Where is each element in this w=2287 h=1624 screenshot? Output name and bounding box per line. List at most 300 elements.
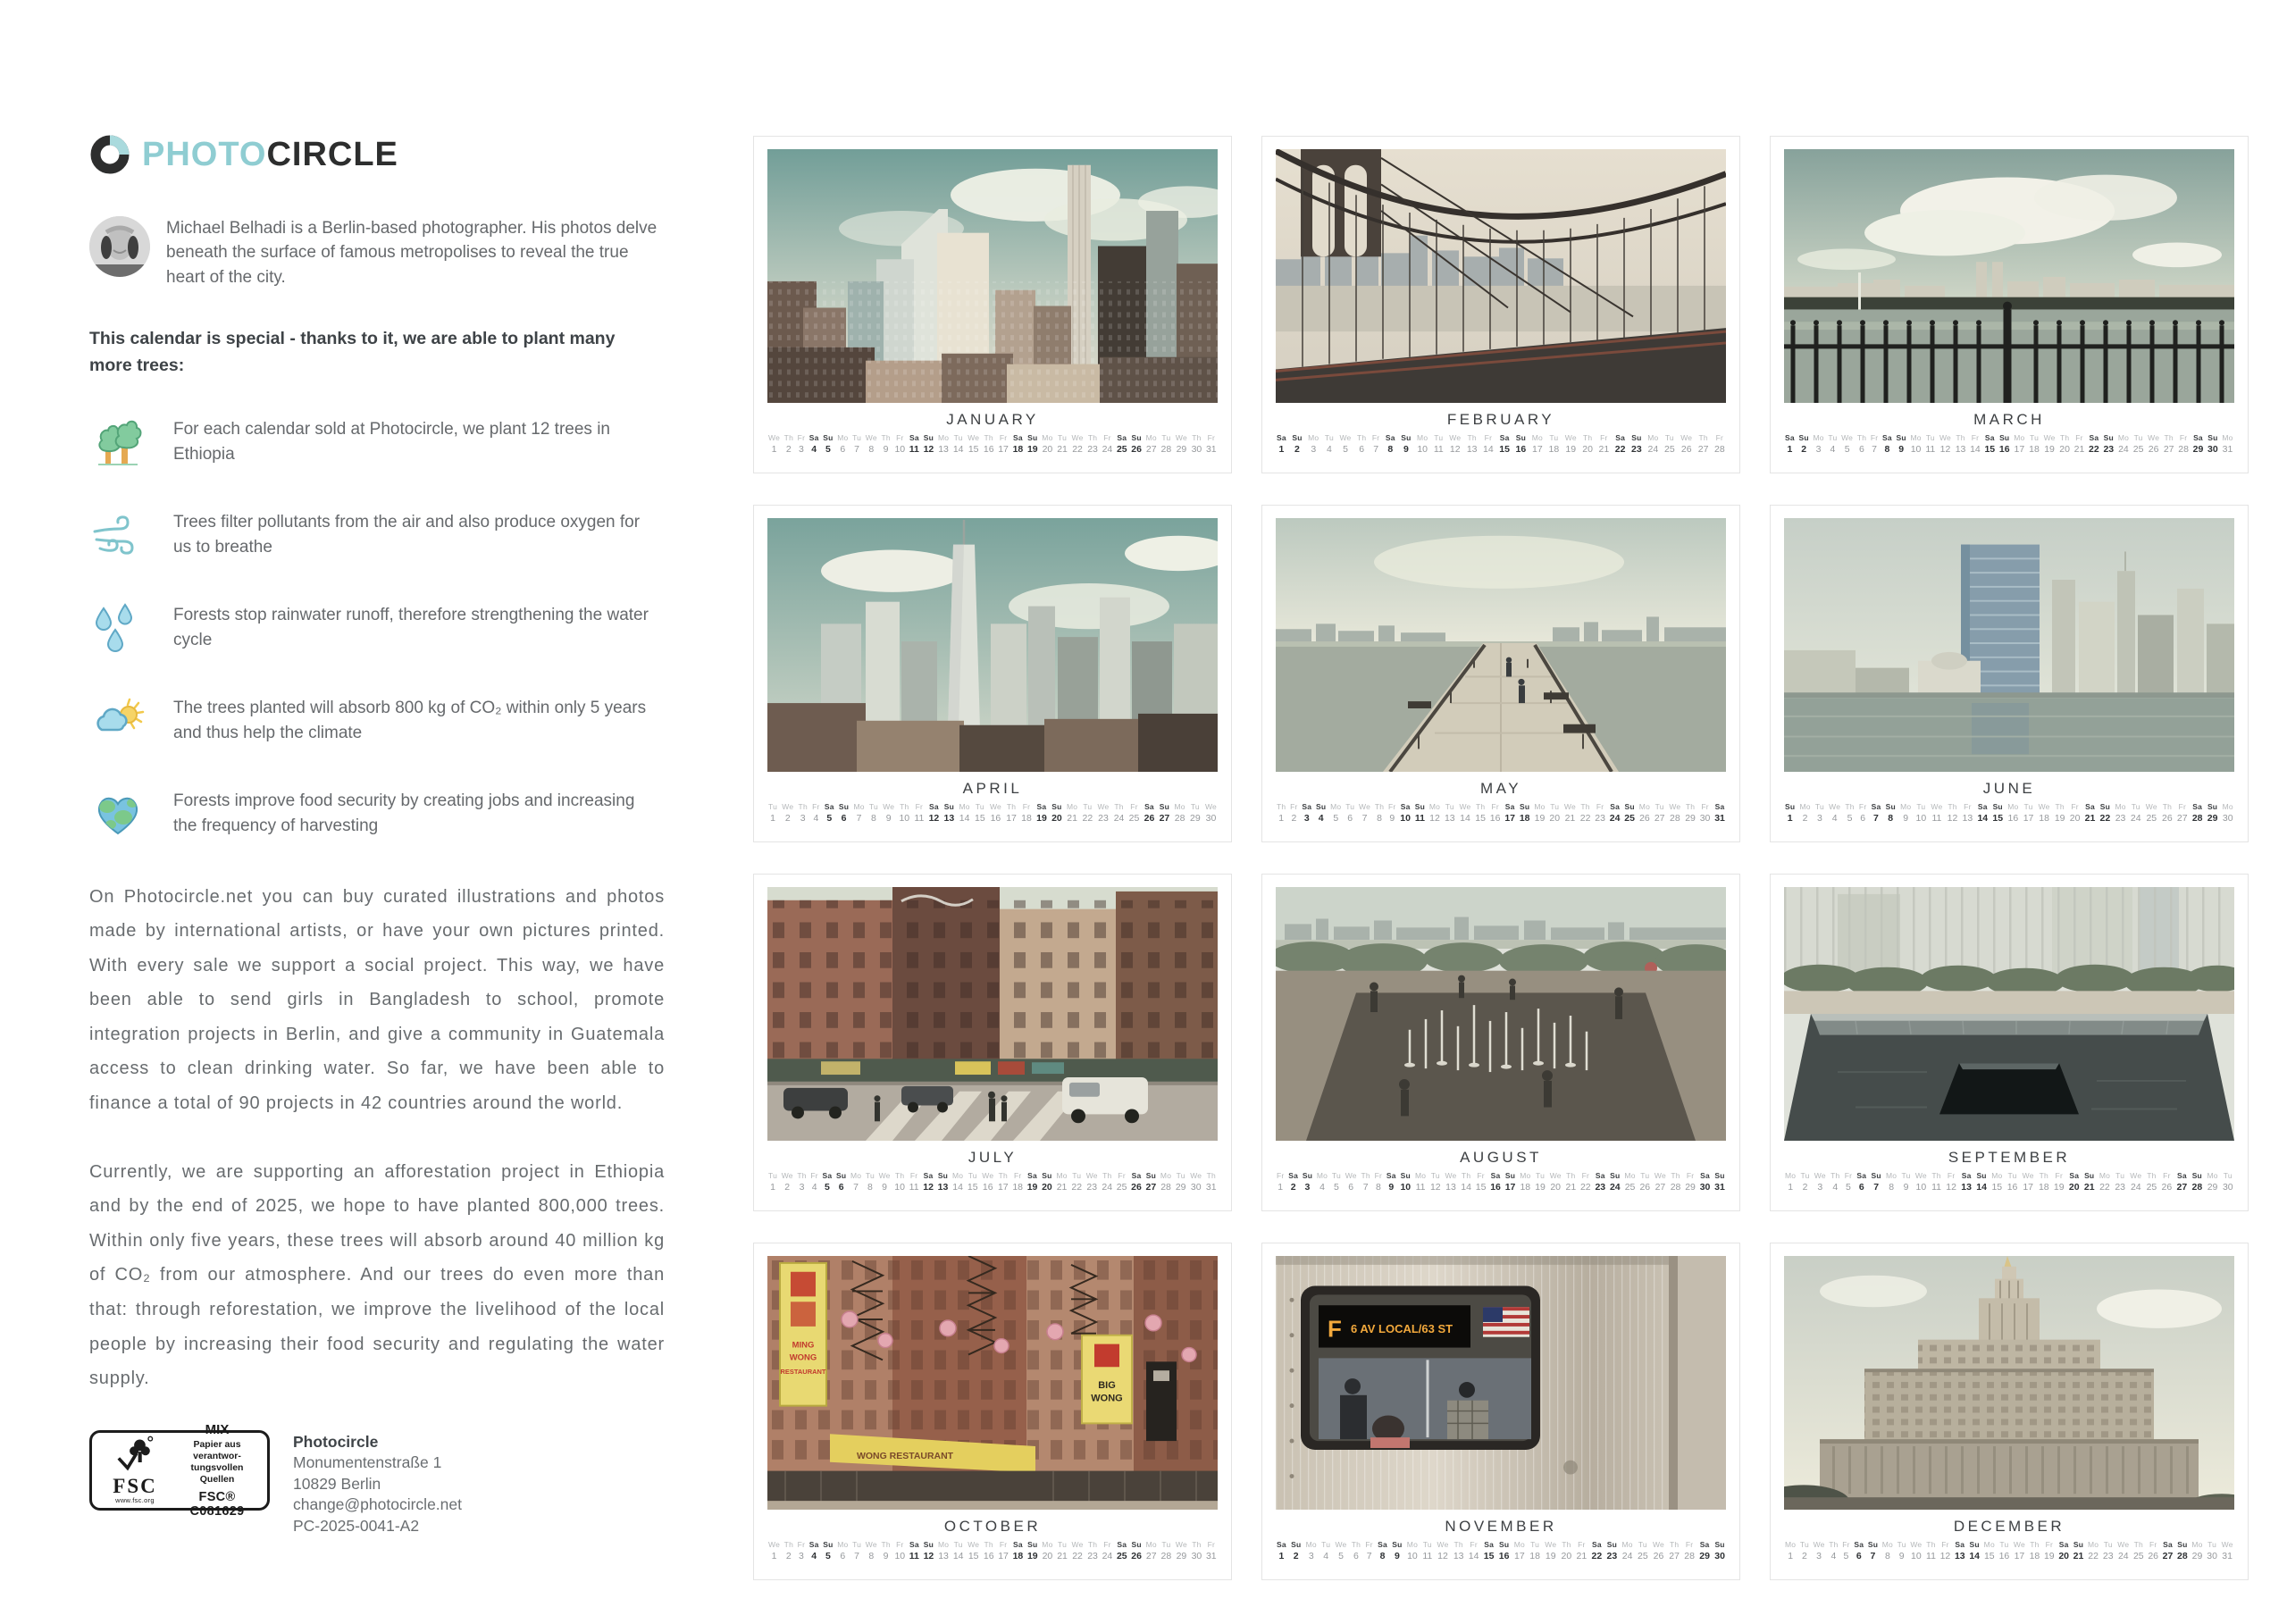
date-number: 11 — [1926, 1550, 1936, 1561]
date-number: 29 — [1176, 1550, 1187, 1561]
date-number: 13 — [1962, 812, 1973, 824]
day-column — [1192, 434, 1202, 454]
weekday-abbr: Fr — [1103, 1540, 1111, 1550]
weekday-abbr: Th — [1685, 802, 1696, 812]
date-number: 30 — [2207, 1550, 2217, 1561]
weekday-abbr: We — [781, 1171, 793, 1181]
day-column — [1292, 434, 1302, 454]
ming-wong-sign-line3: RESTAURANT — [780, 1368, 826, 1377]
weekday-abbr: Tu — [868, 802, 878, 812]
weekday-abbr: Fr — [1371, 433, 1380, 443]
photo-september — [1784, 887, 2234, 1141]
day-column — [1056, 1172, 1067, 1192]
day-column — [1800, 1541, 1809, 1561]
day-column — [1434, 434, 1444, 454]
date-number: 7 — [1361, 812, 1368, 824]
date-number: 17 — [1532, 443, 1543, 455]
day-column — [799, 803, 808, 823]
day-column — [823, 1172, 833, 1192]
day-column — [1445, 1172, 1456, 1192]
weekday-abbr: Tu — [2030, 433, 2040, 443]
date-number: 1 — [1788, 1181, 1794, 1193]
day-column — [853, 803, 864, 823]
date-number: 26 — [1653, 1550, 1664, 1561]
month-photo — [1784, 518, 2234, 772]
day-column — [894, 1541, 905, 1561]
date-number: 12 — [923, 1550, 934, 1561]
weekday-abbr: Tu — [1190, 802, 1200, 812]
calendar-card-june — [1770, 505, 2249, 842]
date-number: 9 — [883, 1550, 889, 1561]
weekday-abbr: Sa — [2163, 1540, 2173, 1550]
date-number: 18 — [2029, 1550, 2040, 1561]
date-number: 10 — [1911, 1550, 1922, 1561]
day-column — [1117, 1172, 1127, 1192]
weekday-abbr: We — [1339, 433, 1352, 443]
weekday-abbr: We — [2117, 1540, 2130, 1550]
date-number: 23 — [1087, 443, 1098, 455]
weekday-abbr: Fr — [1715, 433, 1724, 443]
day-column — [1829, 803, 1840, 823]
weekday-abbr: Mo — [951, 1171, 964, 1181]
weekday-abbr: Fr — [1365, 1540, 1373, 1550]
date-number: 15 — [1475, 812, 1486, 824]
weekday-abbr: Tu — [1828, 433, 1838, 443]
weekday-abbr: Mo — [1406, 1540, 1419, 1550]
day-column — [1325, 434, 1334, 454]
weekday-abbr: Th — [1006, 802, 1017, 812]
weekday-abbr: Sa — [1854, 1540, 1864, 1550]
day-column — [1925, 434, 1935, 454]
day-column — [1621, 1541, 1632, 1561]
date-number: 28 — [2178, 443, 2189, 455]
weekday-abbr: Mo — [1145, 433, 1157, 443]
day-column — [1684, 1541, 1695, 1561]
date-number: 16 — [1489, 812, 1501, 824]
weekday-abbr: Mo — [850, 1171, 862, 1181]
date-number: 22 — [2099, 1181, 2110, 1193]
weekday-abbr: Fr — [1374, 1171, 1383, 1181]
date-number: 15 — [967, 1181, 978, 1193]
weekday-abbr: Sa — [1955, 1540, 1965, 1550]
day-column — [2058, 1541, 2069, 1561]
date-number: 20 — [1549, 812, 1561, 824]
date-number: 16 — [1498, 1550, 1510, 1561]
date-number: 28 — [1160, 1550, 1172, 1561]
date-number: 11 — [1433, 443, 1444, 455]
weekday-abbr: We — [1459, 802, 1471, 812]
weekday-abbr: Su — [1785, 802, 1796, 812]
weekday-abbr: Sa — [1714, 802, 1725, 812]
day-column — [1580, 803, 1591, 823]
day-column — [1176, 1541, 1187, 1561]
day-column — [2054, 1172, 2065, 1192]
date-number: 11 — [1925, 443, 1936, 455]
day-column — [1357, 434, 1366, 454]
weekday-abbr: Fr — [2149, 1540, 2157, 1550]
weekday-abbr: Tu — [2007, 1171, 2017, 1181]
date-number: 16 — [983, 1550, 994, 1561]
date-number: 29 — [2207, 812, 2218, 824]
day-column — [1027, 1541, 1038, 1561]
weekday-abbr: Th — [2059, 433, 2070, 443]
day-column — [1290, 803, 1297, 823]
day-column — [2103, 1541, 2114, 1561]
weekday-abbr: We — [768, 1540, 780, 1550]
weekday-abbr: Mo — [1531, 433, 1543, 443]
date-number: 30 — [1191, 1550, 1202, 1561]
weekday-abbr: Mo — [1638, 802, 1651, 812]
day-column — [850, 1172, 861, 1192]
date-number: 10 — [1915, 812, 1927, 824]
weekday-abbr: Mo — [1534, 802, 1546, 812]
weekday-abbr: Su — [1291, 1540, 1302, 1550]
date-number: 10 — [894, 1181, 905, 1193]
weekday-abbr: We — [2145, 802, 2157, 812]
weekday-abbr: We — [989, 802, 1001, 812]
weekday-abbr: Fr — [896, 433, 904, 443]
day-column — [2191, 1541, 2202, 1561]
day-column — [1400, 803, 1411, 823]
date-number: 22 — [1614, 443, 1626, 455]
date-number: 13 — [937, 1181, 949, 1193]
day-column — [1610, 803, 1621, 823]
date-number: 17 — [1504, 1181, 1516, 1193]
month-photo — [1784, 1256, 2234, 1510]
weekday-abbr: Su — [1401, 433, 1412, 443]
day-column — [1086, 1172, 1098, 1192]
day-column — [2162, 1172, 2173, 1192]
day-column — [1160, 803, 1170, 823]
weekday-abbr: Th — [1361, 1171, 1370, 1181]
date-number: 17 — [998, 1550, 1009, 1561]
day-column — [2177, 1541, 2188, 1561]
date-number: 28 — [2191, 1181, 2203, 1193]
day-column — [1549, 803, 1560, 823]
day-column — [2133, 1541, 2144, 1561]
date-number: 11 — [914, 812, 925, 824]
day-column — [2222, 434, 2233, 454]
weekday-abbr: We — [1175, 433, 1187, 443]
date-number: 12 — [1429, 1181, 1441, 1193]
date-number: 19 — [1534, 812, 1546, 824]
weekday-abbr: Tu — [1176, 1171, 1185, 1181]
month-photo — [1276, 887, 1726, 1141]
day-column — [1114, 803, 1125, 823]
date-number: 12 — [923, 443, 934, 455]
date-number: 7 — [854, 1550, 859, 1561]
date-number: 5 — [825, 443, 831, 455]
day-column — [852, 1541, 861, 1561]
date-number: 16 — [983, 443, 994, 455]
date-number: 1 — [771, 1550, 777, 1561]
date-number: 3 — [798, 443, 804, 455]
date-number: 21 — [2084, 812, 2096, 824]
weekday-abbr: Fr — [915, 802, 924, 812]
day-column — [2084, 1172, 2095, 1192]
day-column — [797, 1172, 806, 1192]
date-number: 5 — [1845, 1181, 1851, 1193]
date-number: 21 — [2073, 443, 2085, 455]
weekday-abbr: Sa — [2193, 433, 2203, 443]
date-number: 16 — [2006, 1181, 2018, 1193]
day-column — [1400, 1172, 1411, 1192]
day-column — [1829, 1541, 1838, 1561]
weekday-abbr: Tu — [1058, 1540, 1068, 1550]
weekday-abbr: Tu — [1536, 1171, 1546, 1181]
day-column — [1871, 434, 1878, 454]
date-number: 2 — [1290, 1181, 1296, 1193]
date-number: 14 — [1977, 812, 1989, 824]
date-number: 7 — [1373, 443, 1379, 455]
day-column — [1814, 1541, 1825, 1561]
day-column — [809, 1541, 819, 1561]
date-number: 31 — [1205, 443, 1217, 455]
weekday-abbr: Th — [797, 1171, 807, 1181]
date-number: 4 — [1318, 812, 1324, 824]
day-column — [1417, 434, 1428, 454]
big-wong-sign-line2: WONG — [1091, 1393, 1123, 1404]
day-column — [1785, 803, 1795, 823]
weekday-abbr: Fr — [1596, 802, 1604, 812]
date-number: 27 — [1159, 812, 1170, 824]
weekday-abbr: We — [1654, 1171, 1666, 1181]
weekday-abbr: Fr — [896, 1540, 904, 1550]
date-number: 10 — [1915, 1181, 1927, 1193]
weekday-abbr: Tu — [2115, 1171, 2125, 1181]
date-number: 28 — [1670, 812, 1680, 824]
day-column — [1845, 1172, 1852, 1192]
day-column — [984, 434, 994, 454]
day-column — [1375, 803, 1384, 823]
date-number: 8 — [868, 1550, 875, 1561]
day-column — [1277, 1172, 1284, 1192]
weekday-abbr: Tu — [2131, 802, 2140, 812]
date-number: 23 — [1595, 812, 1605, 824]
weekday-abbr: Fr — [1470, 1540, 1478, 1550]
day-column — [1490, 1172, 1501, 1192]
day-column — [1610, 1172, 1621, 1192]
weekday-abbr: Mo — [1305, 1540, 1317, 1550]
weekday-abbr: Th — [900, 802, 909, 812]
weekday-abbr: Sa — [2192, 802, 2203, 812]
date-number: 31 — [1714, 1181, 1725, 1193]
day-column — [1206, 1172, 1217, 1192]
date-number: 22 — [1082, 812, 1093, 824]
date-number: 13 — [1961, 1181, 1972, 1193]
photo-december — [1784, 1256, 2234, 1510]
weekday-abbr: Sa — [1610, 802, 1620, 812]
weekday-abbr: Th — [1698, 433, 1708, 443]
date-number: 8 — [868, 443, 875, 455]
weekday-abbr: Tu — [1345, 802, 1355, 812]
date-number: 25 — [1638, 1550, 1648, 1561]
date-number: 21 — [1598, 443, 1610, 455]
calendar-card-may — [1261, 505, 1740, 842]
heart-earth-icon — [89, 787, 173, 841]
date-number: 13 — [938, 443, 949, 455]
month-label: AUGUST — [1460, 1149, 1542, 1166]
date-number: 13 — [1444, 812, 1455, 824]
date-number: 30 — [1699, 1181, 1711, 1193]
weekday-abbr: Su — [1976, 1171, 1987, 1181]
date-number: 2 — [1802, 1181, 1808, 1193]
date-number: 27 — [1669, 1550, 1680, 1561]
fsc-brand-text: FSC — [113, 1475, 157, 1498]
day-column — [1067, 803, 1077, 823]
date-number: 2 — [784, 812, 791, 824]
month-photo — [1784, 887, 2234, 1141]
date-number: 17 — [1006, 812, 1017, 824]
date-number: 21 — [1576, 1550, 1587, 1561]
date-number: 8 — [1884, 443, 1890, 455]
weekday-abbr: Su — [823, 1540, 834, 1550]
date-number: 22 — [2088, 1550, 2099, 1561]
weekday-abbr: Tu — [1664, 433, 1674, 443]
day-column — [2178, 434, 2189, 454]
day-column — [1359, 803, 1370, 823]
weekday-abbr: Su — [1159, 802, 1170, 812]
weekday-abbr: Fr — [1118, 1171, 1126, 1181]
date-number: 9 — [1898, 1550, 1905, 1561]
day-column — [1057, 1541, 1068, 1561]
weekday-abbr: Sa — [1977, 802, 1988, 812]
date-number: 17 — [998, 443, 1009, 455]
weekday-abbr: Sa — [1490, 1171, 1501, 1181]
weekday-abbr: Su — [1145, 1171, 1157, 1181]
date-number: 17 — [2014, 1550, 2025, 1561]
weekday-abbr: Sa — [1499, 433, 1510, 443]
day-column — [768, 1541, 780, 1561]
date-number: 3 — [800, 812, 806, 824]
month-photo — [767, 518, 1218, 772]
weekday-abbr: Th — [1461, 1171, 1471, 1181]
day-column — [1535, 1172, 1546, 1192]
date-number: 8 — [1379, 1550, 1386, 1561]
fsc-tree-icon — [115, 1436, 155, 1471]
weekday-abbr: We — [865, 433, 877, 443]
weekday-abbr: Th — [1467, 433, 1477, 443]
weekday-abbr: Th — [984, 1540, 993, 1550]
date-number: 27 — [1655, 1181, 1666, 1193]
weekday-abbr: Fr — [2179, 433, 2188, 443]
weekday-abbr: Th — [1374, 802, 1385, 812]
day-column — [1102, 1541, 1113, 1561]
weekday-abbr: Su — [1316, 802, 1327, 812]
weekday-abbr: Su — [923, 1540, 934, 1550]
day-column — [1940, 1541, 1951, 1561]
weekday-abbr: Mo — [837, 433, 849, 443]
weekday-abbr: Tu — [852, 1540, 862, 1550]
day-column — [2162, 803, 2173, 823]
weekday-abbr: Mo — [937, 433, 950, 443]
big-wong-sign-line1: BIG — [1098, 1379, 1116, 1391]
weekday-abbr: We — [878, 1171, 891, 1181]
weekday-abbr: Fr — [1103, 433, 1111, 443]
day-column — [1785, 434, 1795, 454]
day-column — [1516, 434, 1527, 454]
weekday-abbr: Tu — [865, 1171, 875, 1181]
day-column — [1872, 803, 1881, 823]
weekday-abbr: Su — [1414, 802, 1426, 812]
weekday-abbr: We — [1669, 802, 1681, 812]
day-column — [1915, 1172, 1927, 1192]
weekday-abbr: We — [1175, 1540, 1187, 1550]
date-number: 5 — [1847, 812, 1853, 824]
day-column — [1475, 803, 1486, 823]
weekday-abbr: Th — [798, 802, 808, 812]
date-number: 10 — [1400, 1181, 1412, 1193]
date-number: 27 — [2176, 1181, 2188, 1193]
day-column — [2055, 803, 2065, 823]
weekday-abbr: Th — [2164, 433, 2174, 443]
weekday-abbr: Tu — [1422, 1540, 1432, 1550]
day-column — [1013, 1541, 1024, 1561]
day-column — [1699, 1541, 1710, 1561]
weekday-abbr: Fr — [1870, 433, 1879, 443]
day-column — [1499, 434, 1510, 454]
weekday-abbr: Su — [1292, 433, 1303, 443]
weekday-abbr: Sa — [1386, 1171, 1396, 1181]
author-bio-row — [89, 216, 686, 289]
date-strip — [1785, 434, 2233, 454]
date-number: 22 — [1591, 1550, 1603, 1561]
weekday-abbr: Th — [1948, 802, 1957, 812]
weekday-abbr: We — [1829, 802, 1841, 812]
date-number: 25 — [2132, 1550, 2144, 1561]
date-number: 23 — [2102, 1550, 2114, 1561]
weekday-abbr: Su — [1051, 802, 1062, 812]
weekday-abbr: Th — [1671, 1171, 1680, 1181]
weekday-abbr: Fr — [2178, 802, 2186, 812]
weekday-abbr: Mo — [1624, 1171, 1636, 1181]
benefit-item-food — [89, 787, 686, 841]
weekday-abbr: Mo — [1910, 433, 1922, 443]
day-column — [1129, 803, 1140, 823]
date-number: 5 — [825, 1181, 830, 1193]
date-strip — [1785, 1172, 2233, 1192]
date-number: 22 — [2089, 443, 2099, 455]
date-number: 19 — [1545, 1550, 1556, 1561]
day-column — [1332, 1172, 1341, 1192]
weekday-abbr: We — [968, 1540, 980, 1550]
weekday-abbr: Th — [1582, 433, 1593, 443]
date-number: 2 — [1291, 812, 1297, 824]
day-column — [1841, 434, 1853, 454]
day-column — [1582, 434, 1593, 454]
day-column — [2131, 803, 2141, 823]
date-number: 28 — [2177, 1550, 2188, 1561]
day-column — [1288, 1172, 1298, 1192]
day-column — [1624, 803, 1635, 823]
weekday-abbr: Mo — [1308, 433, 1319, 443]
date-number: 16 — [1490, 1181, 1501, 1193]
day-column — [1051, 803, 1062, 823]
day-column — [909, 1172, 919, 1192]
date-number: 8 — [867, 1181, 873, 1193]
date-number: 18 — [2029, 443, 2040, 455]
day-column — [1669, 1541, 1680, 1561]
day-column — [2115, 1172, 2125, 1192]
date-number: 20 — [1042, 1181, 1052, 1193]
day-column — [1445, 803, 1455, 823]
date-number: 20 — [1051, 812, 1062, 824]
date-number: 3 — [1303, 812, 1310, 824]
date-number: 10 — [899, 812, 910, 824]
day-column — [1160, 1172, 1171, 1192]
date-number: 19 — [1026, 1181, 1038, 1193]
day-column — [2146, 803, 2157, 823]
